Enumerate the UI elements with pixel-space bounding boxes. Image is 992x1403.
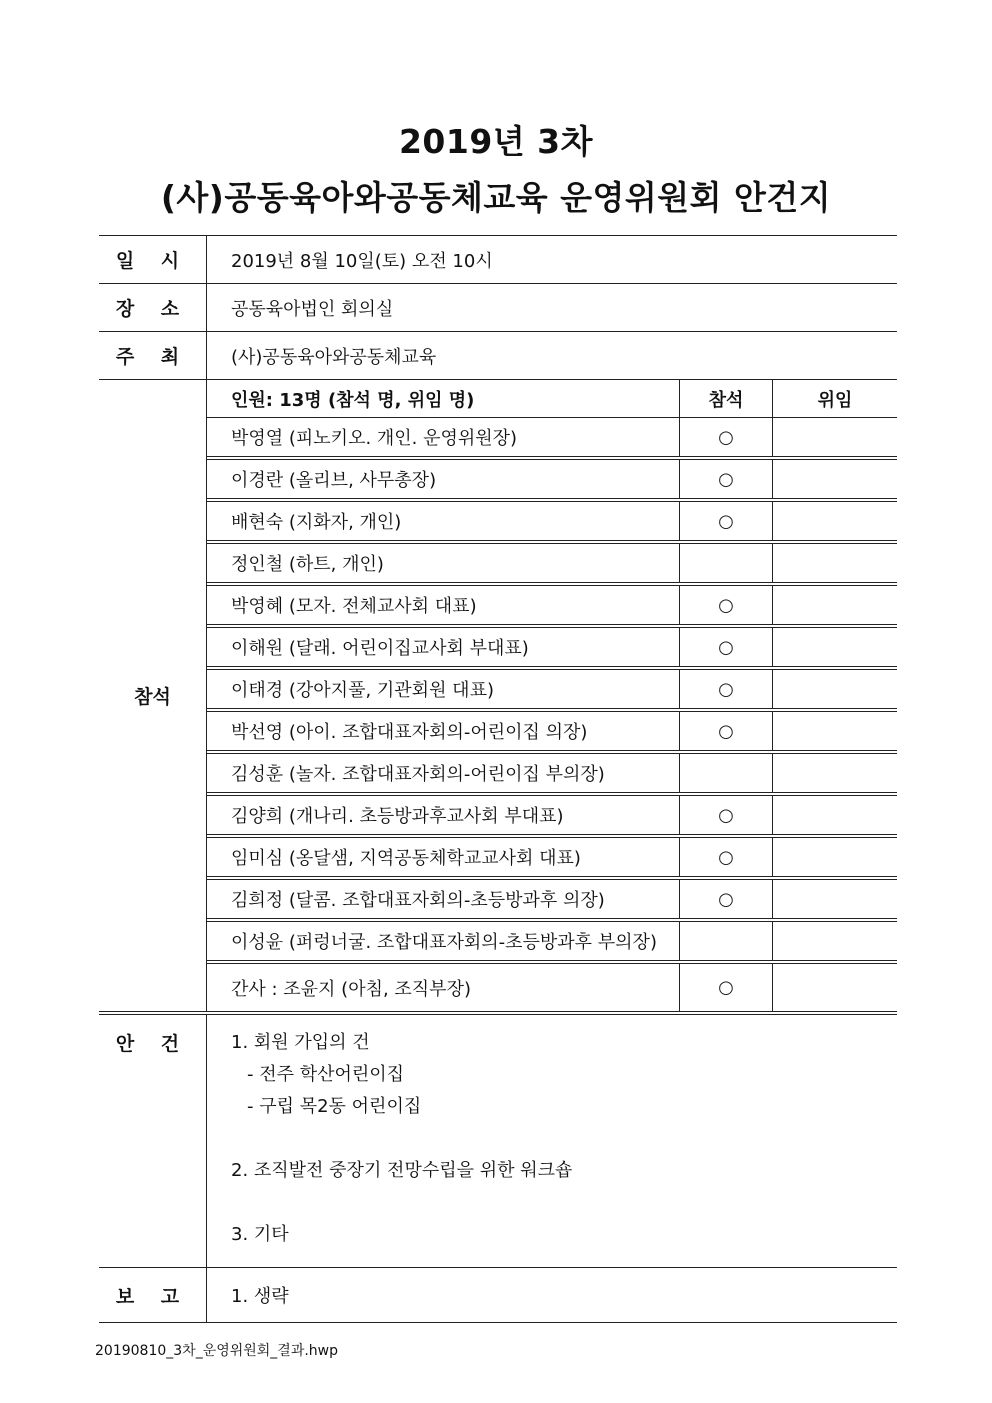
document-title-line2: (사)공동육아와공동체교육 운영위원회 안건지 bbox=[160, 178, 832, 217]
document-title-line1: 2019년 3차 bbox=[398, 122, 594, 161]
member-present-mark: ○ bbox=[680, 794, 773, 836]
attendance-header-proxy: 위임 bbox=[773, 380, 898, 418]
member-present-mark: ○ bbox=[680, 962, 773, 1011]
member-proxy-mark bbox=[773, 836, 898, 878]
agenda-row bbox=[99, 1013, 897, 1268]
attendance-member-row bbox=[207, 962, 897, 1011]
attendance-member-row bbox=[207, 500, 897, 542]
date-row bbox=[99, 236, 897, 284]
agenda-table bbox=[99, 235, 897, 1323]
member-present-mark bbox=[680, 752, 773, 794]
agenda-item-1: 1. 회원 가입의 건 bbox=[231, 1032, 370, 1053]
member-name: 김성훈 (놀자. 조합대표자회의-어린이집 부의장) bbox=[207, 752, 680, 794]
attendance-member-row bbox=[207, 458, 897, 500]
attendance-member-row bbox=[207, 878, 897, 920]
attendance-member-row bbox=[207, 668, 897, 710]
attendance-label: 참석 bbox=[99, 380, 207, 1014]
attendance-header-count: 인원: 13명 (참석 명, 위임 명) bbox=[207, 380, 680, 418]
member-present-mark: ○ bbox=[680, 710, 773, 752]
host-label: 주 최 bbox=[99, 332, 207, 380]
member-present-mark: ○ bbox=[680, 584, 773, 626]
place-value: 공동육아법인 회의실 bbox=[207, 284, 898, 332]
member-name: 박영열 (피노키오. 개인. 운영위원장) bbox=[207, 418, 680, 459]
member-name: 정인철 (하트, 개인) bbox=[207, 542, 680, 584]
report-item-1: 1. 생략 bbox=[207, 1268, 898, 1323]
attendance-header-row bbox=[207, 380, 897, 418]
member-proxy-mark bbox=[773, 418, 898, 459]
place-row bbox=[99, 284, 897, 332]
member-name: 박선영 (아이. 조합대표자회의-어린이집 의장) bbox=[207, 710, 680, 752]
attendance-row bbox=[99, 380, 897, 1014]
host-row bbox=[99, 332, 897, 380]
member-present-mark: ○ bbox=[680, 458, 773, 500]
date-value: 2019년 8월 10일(토) 오전 10시 bbox=[207, 236, 898, 284]
attendance-member-row bbox=[207, 542, 897, 584]
member-present-mark: ○ bbox=[680, 836, 773, 878]
attendance-member-row bbox=[207, 752, 897, 794]
agenda-item-3: 3. 기타 bbox=[231, 1224, 289, 1245]
date-label: 일 시 bbox=[99, 236, 207, 284]
member-proxy-mark bbox=[773, 710, 898, 752]
report-row bbox=[99, 1268, 897, 1323]
member-proxy-mark bbox=[773, 794, 898, 836]
attendance-cell bbox=[207, 380, 898, 1014]
place-label: 장 소 bbox=[99, 284, 207, 332]
footer-filename: 20190810_3차_운영위원회_결과.hwp bbox=[95, 1343, 339, 1359]
member-proxy-mark bbox=[773, 668, 898, 710]
member-proxy-mark bbox=[773, 752, 898, 794]
member-name: 이경란 (올리브, 사무총장) bbox=[207, 458, 680, 500]
agenda-item-2: 2. 조직발전 중장기 전망수립을 위한 워크숍 bbox=[231, 1160, 573, 1181]
member-present-mark bbox=[680, 542, 773, 584]
member-proxy-mark bbox=[773, 500, 898, 542]
agenda-item-1-sub-1: - 전주 학산어린이집 bbox=[247, 1064, 405, 1085]
member-proxy-mark bbox=[773, 626, 898, 668]
member-name: 김희정 (달콤. 조합대표자회의-초등방과후 의장) bbox=[207, 878, 680, 920]
attendance-member-row bbox=[207, 710, 897, 752]
member-name: 이태경 (강아지풀, 기관회원 대표) bbox=[207, 668, 680, 710]
member-name: 박영혜 (모자. 전체교사회 대표) bbox=[207, 584, 680, 626]
member-present-mark: ○ bbox=[680, 626, 773, 668]
member-name: 이성윤 (퍼렁너굴. 조합대표자회의-초등방과후 부의장) bbox=[207, 920, 680, 962]
agenda-label: 안 건 bbox=[99, 1013, 207, 1268]
member-name: 간사 : 조윤지 (아침, 조직부장) bbox=[231, 978, 471, 1000]
member-name: 배현숙 (지화자, 개인) bbox=[207, 500, 680, 542]
agenda-content bbox=[207, 1013, 898, 1268]
attendance-member-row bbox=[207, 418, 897, 459]
attendance-table bbox=[207, 380, 897, 1011]
member-name: 김양희 (개나리. 초등방과후교사회 부대표) bbox=[207, 794, 680, 836]
host-value: (사)공동육아와공동체교육 bbox=[207, 332, 898, 380]
member-present-mark bbox=[680, 920, 773, 962]
member-proxy-mark bbox=[773, 920, 898, 962]
attendance-member-row bbox=[207, 836, 897, 878]
member-present-mark: ○ bbox=[680, 418, 773, 459]
member-present-mark: ○ bbox=[680, 878, 773, 920]
attendance-member-row bbox=[207, 626, 897, 668]
report-label: 보 고 bbox=[99, 1268, 207, 1323]
agenda-item-1-sub-2: - 구립 목2동 어린이집 bbox=[247, 1096, 422, 1117]
member-present-mark: ○ bbox=[680, 500, 773, 542]
member-proxy-mark bbox=[773, 458, 898, 500]
member-name: 임미심 (옹달샘, 지역공동체학교교사회 대표) bbox=[207, 836, 680, 878]
attendance-member-row bbox=[207, 794, 897, 836]
attendance-header-present: 참석 bbox=[680, 380, 773, 418]
member-present-mark: ○ bbox=[680, 668, 773, 710]
attendance-member-row bbox=[207, 920, 897, 962]
member-proxy-mark bbox=[773, 542, 898, 584]
member-name: 이해원 (달래. 어린이집교사회 부대표) bbox=[207, 626, 680, 668]
attendance-member-row bbox=[207, 584, 897, 626]
member-proxy-mark bbox=[773, 584, 898, 626]
member-proxy-mark bbox=[773, 962, 898, 1011]
member-proxy-mark bbox=[773, 878, 898, 920]
